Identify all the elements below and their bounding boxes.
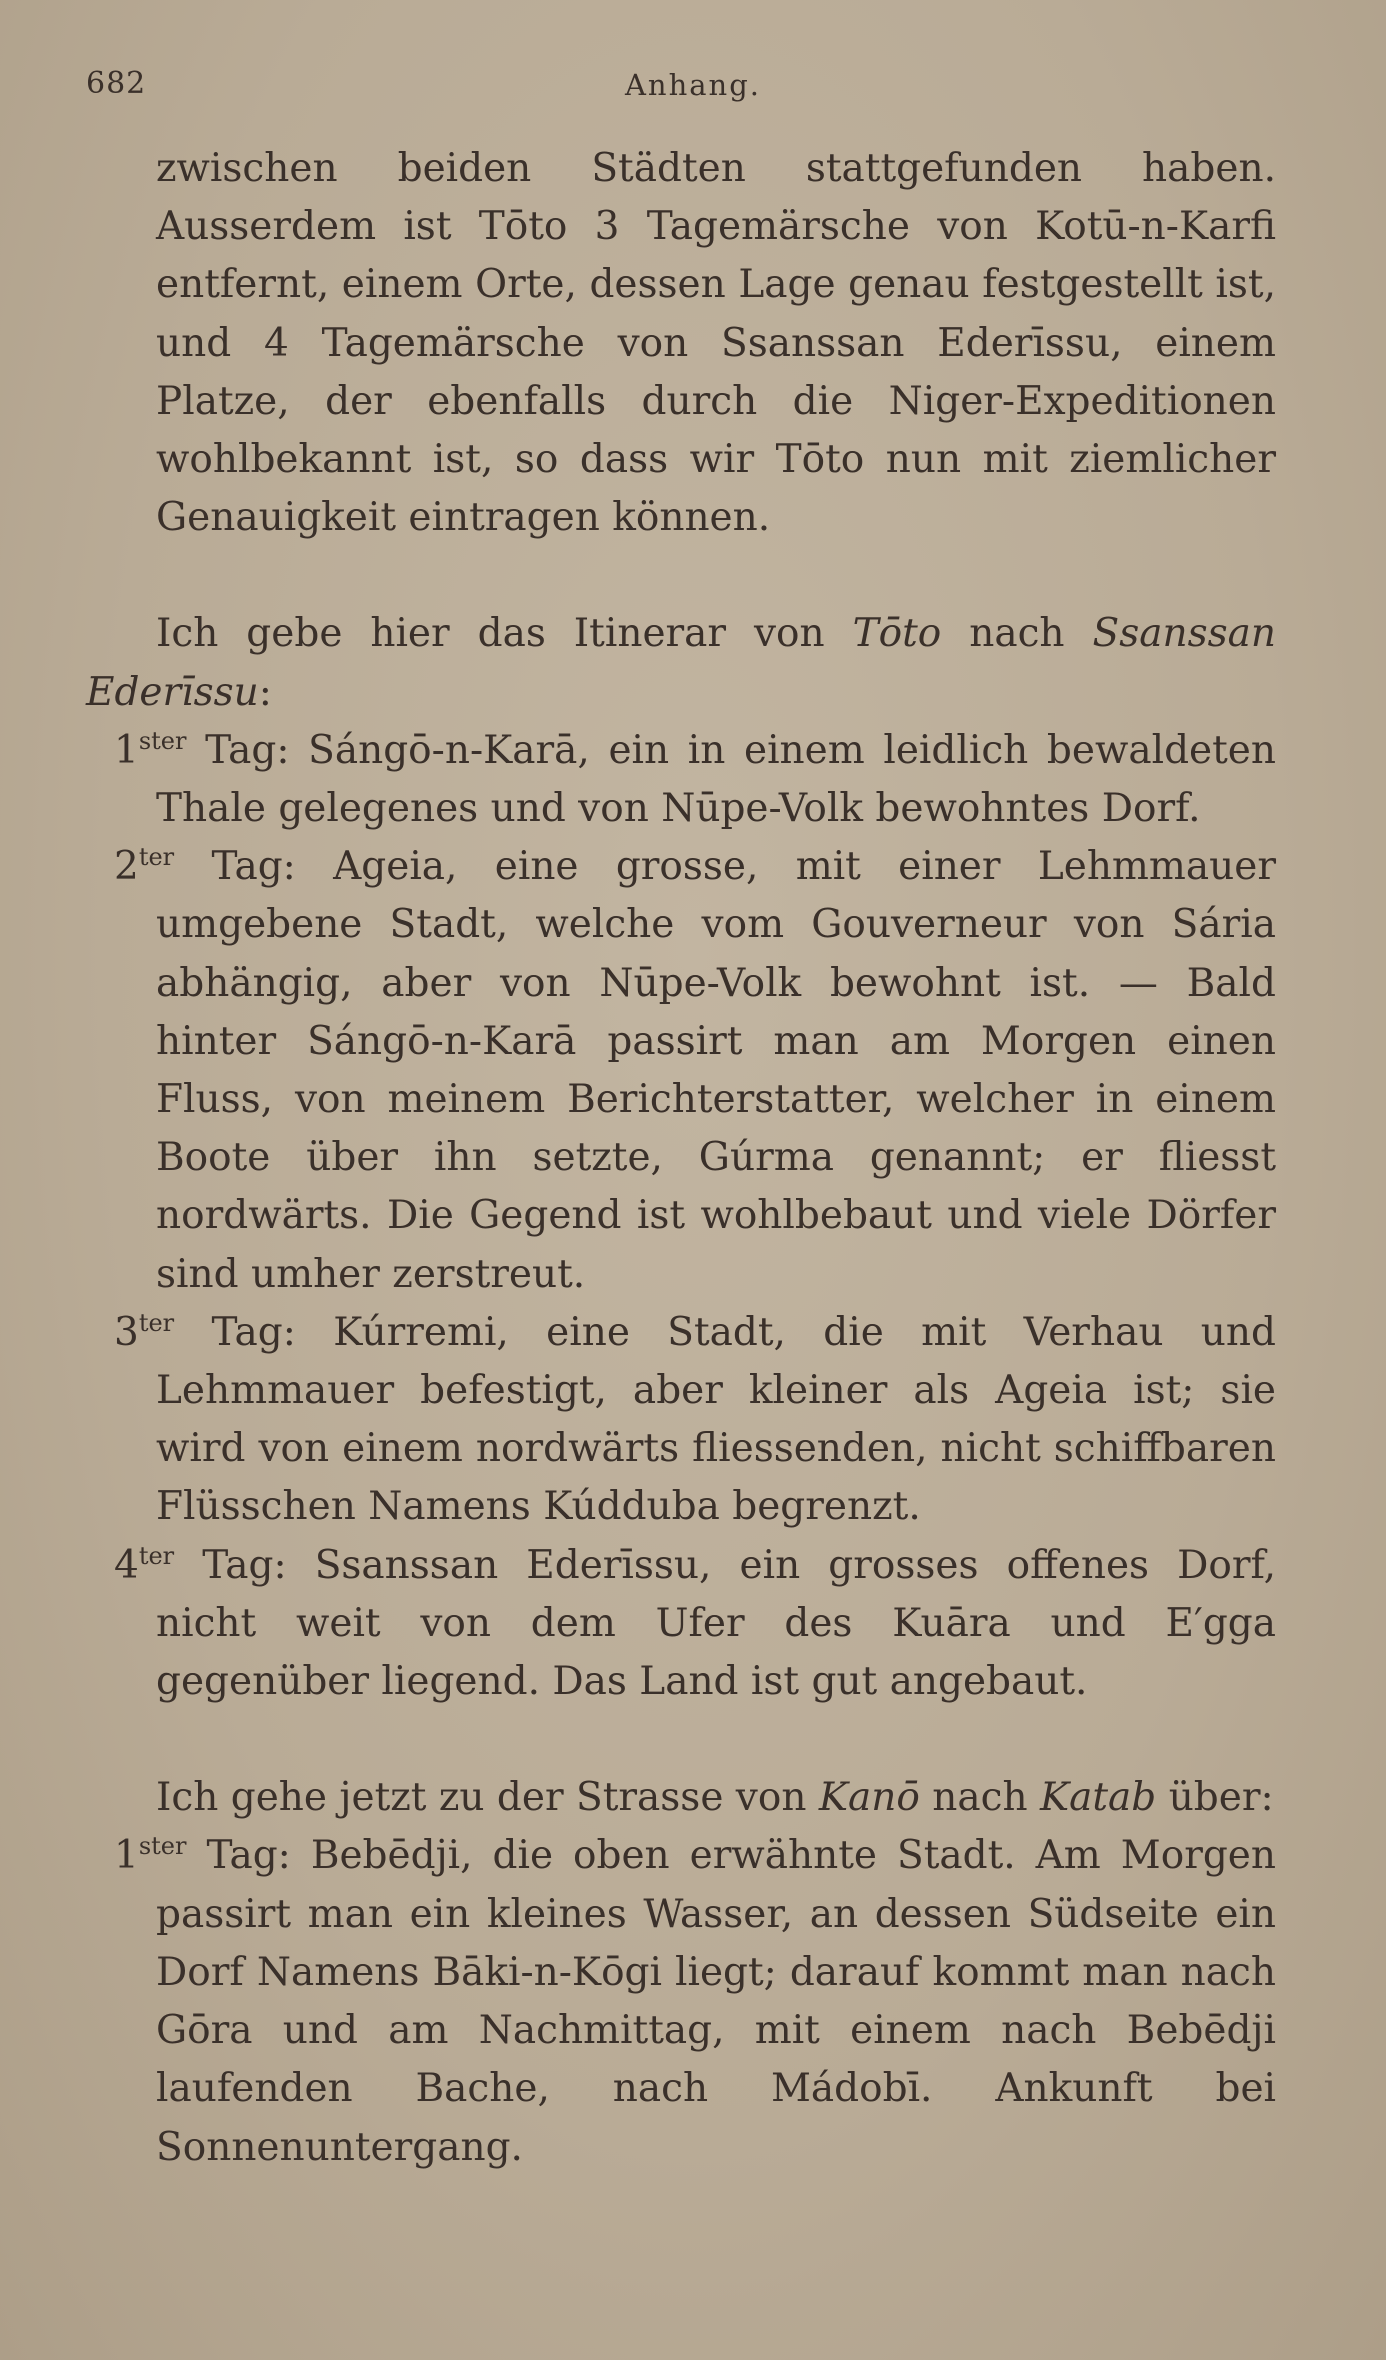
section1-place-from: Tōto <box>852 611 942 657</box>
running-head: Anhang. <box>624 68 762 102</box>
paragraph-gap <box>86 547 1276 605</box>
page-header <box>0 66 1386 116</box>
entry-day-label: Tag: <box>211 1309 296 1355</box>
page-number: 682 <box>86 66 147 101</box>
entry-day-label: Tag: <box>211 844 296 890</box>
entry-text: Ageia, eine grosse, mit einer Lehmmauer umgebene Stadt, welche vom Gouverneur von Sária abhängig, aber von Nūpe-Volk bewohnt ist. — Bald hinter Sángō-n-Karā passirt man am Morgen einen Fluss, von meinem Berichterstatter, welcher in einem Boote über ihn setzte, Gúrma genannt; er fliesst nordwärts. Die Gegend ist wohlbebaut und viele Dörfer sind umher zerstreut. <box>156 844 1276 1297</box>
section2-end: über: <box>1168 1775 1274 1821</box>
entry-text: Sángō-n-Karā, ein in einem leidlich bewaldeten Thale gelegenes und von Nūpe-Volk bewohntes Dorf. <box>156 727 1276 832</box>
section1-heading <box>86 605 1276 721</box>
itinerary-entry <box>86 722 1276 838</box>
intro-paragraph: zwischen beiden Städten stattgefunden haben. Ausserdem ist Tōto 3 Tagemärsche von Kotū-n-Karfi entfernt, einem Orte, dessen Lage genau festgestellt ist, und 4 Tagemärsche von Ssanssan Ederīssu, einem Platze, der ebenfalls durch die Niger-Expeditionen wohlbekannt ist, so dass wir Tōto nun mit ziemlicher Genauigkeit eintragen können. <box>156 146 1276 541</box>
section2-place-from: Kanō <box>818 1775 920 1821</box>
itinerary-entry <box>86 838 1276 1304</box>
entry-day-label: Tag: <box>205 727 290 773</box>
section2-heading <box>86 1769 1276 1827</box>
entry-text: Ssanssan Ederīssu, ein grosses offenes Dorf, nicht weit von dem Ufer des Kuāra und E′gga gegenüber liegend. Das Land ist gut angebaut. <box>156 1542 1276 1705</box>
entry-day-suffix: ter <box>138 1308 175 1337</box>
itinerary-entry <box>86 1304 1276 1537</box>
entry-day-number: 4 <box>114 1542 139 1588</box>
entry-text: Bebēdji, die oben erwähnte Stadt. Am Morgen passirt man ein kleines Wasser, an dessen Südseite ein Dorf Namens Bāki-n-Kōgi liegt; darauf kommt man nach Gōra und am Nachmittag, mit einem nach Bebēdji laufenden Bache, nach Mádobī. Ankunft bei Sonnenuntergang. <box>156 1833 1276 2170</box>
entry-day-label: Tag: <box>206 1833 291 1879</box>
section1-end: : <box>258 669 272 715</box>
section2-middle: nach <box>932 1775 1028 1821</box>
entry-day-number: 2 <box>114 844 139 890</box>
section2-lead: Ich gehe jetzt zu der Strasse von <box>156 1775 807 1821</box>
entry-day-number: 1 <box>114 1833 139 1879</box>
entry-text: Kúrremi, eine Stadt, die mit Verhau und Lehmmauer befestigt, aber kleiner als Ageia ist; sie wird von einem nordwärts fliessenden, nicht schiffbaren Flüsschen Namens Kúdduba begrenzt. <box>156 1309 1276 1530</box>
entry-day-suffix: ster <box>138 726 187 755</box>
section1-middle: nach <box>969 611 1065 657</box>
entry-day-suffix: ter <box>138 1541 175 1570</box>
section1-lead: Ich gebe hier das Itinerar von <box>156 611 825 657</box>
section1-place-to: Ssanssan Ederīssu <box>86 611 1276 715</box>
entry-day-suffix: ter <box>138 843 175 872</box>
body-text <box>86 140 1276 2177</box>
entry-day-label: Tag: <box>202 1542 287 1588</box>
itinerary-entry <box>86 1827 1276 2176</box>
entry-day-suffix: ster <box>138 1832 187 1861</box>
entry-day-number: 3 <box>114 1309 139 1355</box>
section2-place-to: Katab <box>1040 1775 1157 1821</box>
itinerary-entry <box>86 1537 1276 1712</box>
entry-day-number: 1 <box>114 727 139 773</box>
paragraph-gap <box>86 1711 1276 1769</box>
